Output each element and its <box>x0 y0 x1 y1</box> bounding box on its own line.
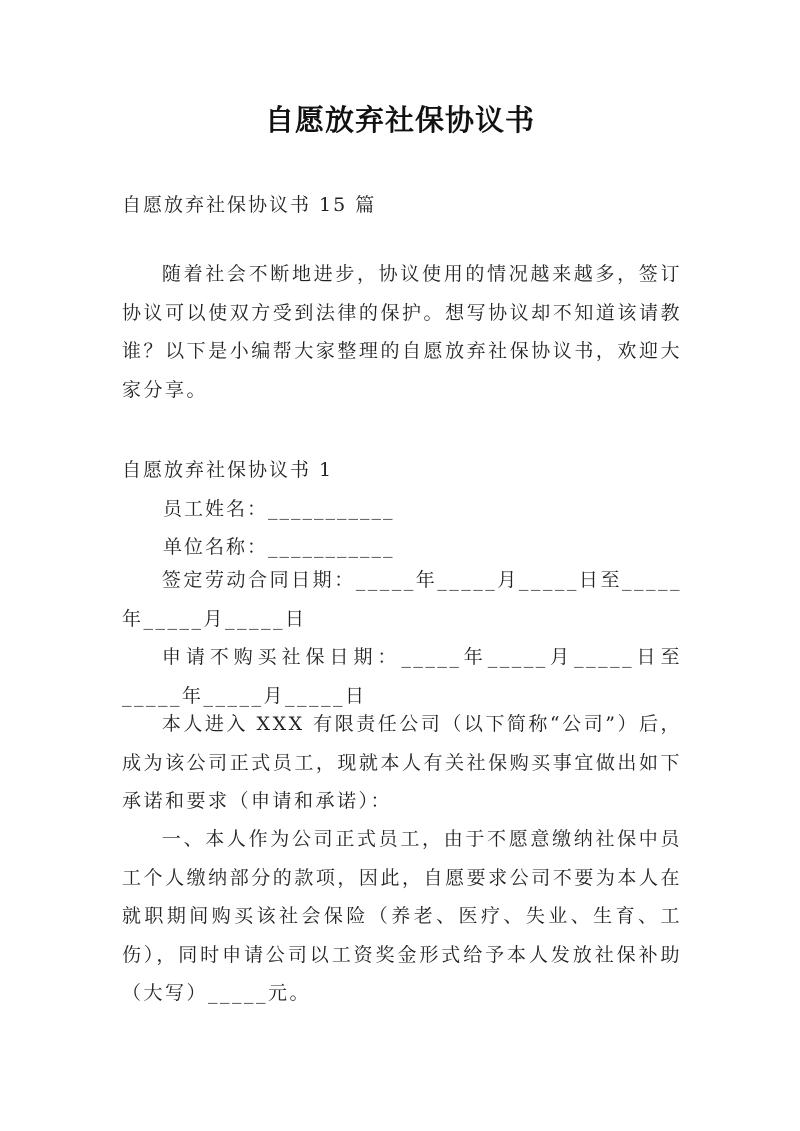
statement-paragraph: 本人进入 XXX 有限责任公司（以下简称“公司”）后，成为该公司正式员工，现就本人有关社保购买事宜做出如下承诺和要求（申请和承诺）： <box>122 713 682 812</box>
contract-date-line: 签定劳动合同日期：_____年_____月_____日至_____年_____月_____日 <box>122 569 682 630</box>
document-title: 自愿放弃社保协议书 <box>264 103 535 137</box>
apply-date-line: 申请不购买社保日期：_____年_____月_____日至_____年_____月_____日 <box>122 646 682 707</box>
company-name-line: 单位名称：___________ <box>163 536 395 558</box>
document-subtitle: 自愿放弃社保协议书 15 篇 <box>122 194 377 216</box>
employee-name-line: 员工姓名：___________ <box>163 498 395 520</box>
clause-one-paragraph: 一、本人作为公司正式员工，由于不愿意缴纳社保中员工个人缴纳部分的款项，因此，自愿要求公司不要为本人在就职期间购买该社会保险（养老、医疗、失业、生育、工伤），同时申请公司以工资奖金形式给予本人发放社保补助（大写）_____元。 <box>122 828 682 1004</box>
section-heading: 自愿放弃社保协议书 1 <box>122 459 334 481</box>
intro-paragraph: 随着社会不断地进步，协议使用的情况越来越多，签订协议可以使双方受到法律的保护。想写协议却不知道该请教谁？以下是小编帮大家整理的自愿放弃社保协议书，欢迎大家分享。 <box>122 263 682 401</box>
